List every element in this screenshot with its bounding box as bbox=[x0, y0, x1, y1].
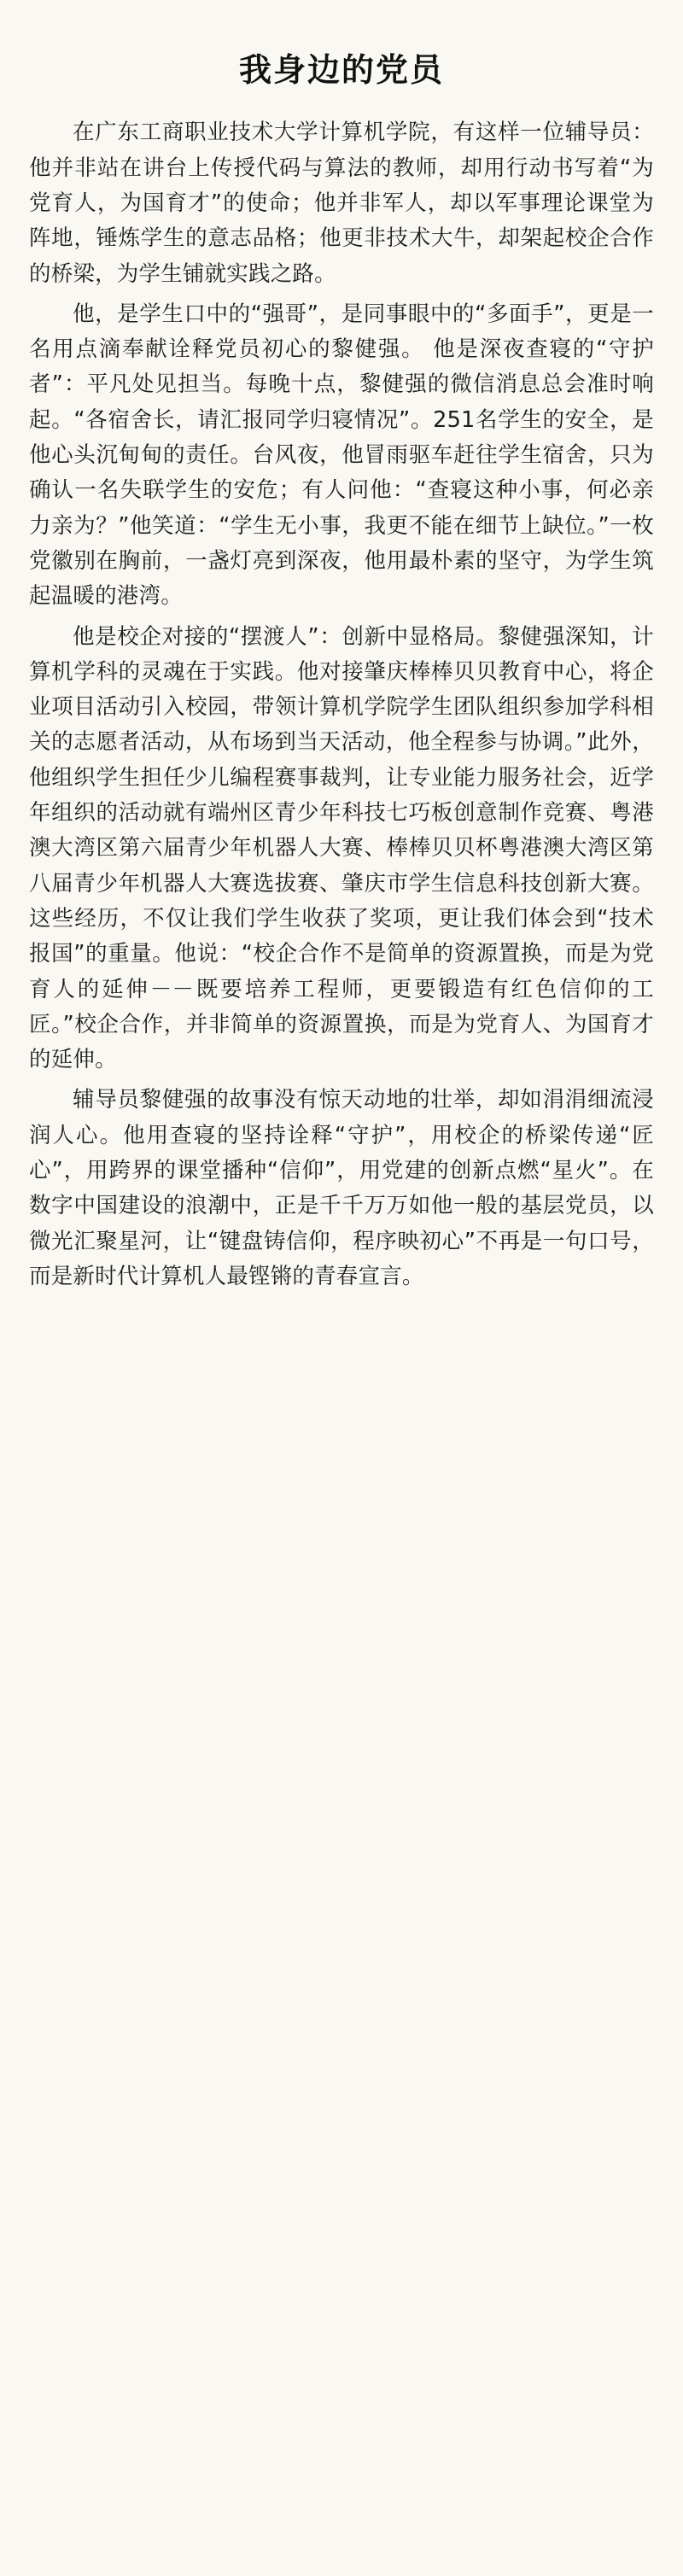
paragraph: 他，是学生口中的“强哥”，是同事眼中的“多面手”，更是一名用点滴奉献诠释党员初心的黎健强。 他是深夜查寝的“守护者”：平凡处见担当。每晚十点，黎健强的微信消息总会准时响起。“各宿舍长，请汇报同学归寝情况”。251名学生的安全，是他心头沉甸甸的责任。台风夜，他冒雨驱车赶往学生宿舍，只为确认一名失联学生的安危；有人问他：“查寝这种小事，何必亲力亲为？”他笑道：“学生无小事，我更不能在细节上缺位。”一枚党徽别在胸前，一盏灯亮到深夜，他用最朴素的坚守，为学生筑起温暖的港湾。 bbox=[29, 301, 654, 610]
document-body bbox=[29, 115, 654, 1294]
paragraph: 他是校企对接的“摆渡人”：创新中显格局。黎健强深知，计算机学科的灵魂在于实践。他对接肇庆棒棒贝贝教育中心，将企业项目活动引入校园，带领计算机学院学生团队组织参加学科相关的志愿者活动，从布场到当天活动，他全程参与协调。”此外，他组织学生担任少儿编程赛事裁判，让专业能力服务社会，近学年组织的活动就有端州区青少年科技七巧板创意制作竞赛、粤港澳大湾区第六届青少年机器人大赛、棒棒贝贝杯粤港澳大湾区第八届青少年机器人大赛选拔赛、肇庆市学生信息科技创新大赛。这些经历，不仅让我们学生收获了奖项，更让我们体会到“技术报国”的重量。他说：“校企合作不是简单的资源置换，而是为党育人的延伸－－既要培养工程师，更要锻造有红色信仰的工匠。”校企合作，并非简单的资源置换，而是为党育人、为国育才的延伸。 bbox=[29, 623, 654, 1073]
paragraph: 辅导员黎健强的故事没有惊天动地的壮举，却如涓涓细流浸润人心。他用查寝的坚持诠释“守护”，用校企的桥梁传递“匠心”，用跨界的课堂播种“信仰”，用党建的创新点燃“星火”。在数字中国建设的浪潮中，正是千千万万如他一般的基层党员，以微光汇聚星河，让“键盘铸信仰，程序映初心”不再是一句口号，而是新时代计算机人最铿锵的青春宣言。 bbox=[29, 1087, 654, 1289]
paragraph: 在广东工商职业技术大学计算机学院，有这样一位辅导员：他并非站在讲台上传授代码与算法的教师，却用行动书写着“为党育人，为国育才”的使命；他并非军人，却以军事理论课堂为阵地，锤炼学生的意志品格；他更非技术大牛，却架起校企合作的桥梁，为学生铺就实践之路。 bbox=[29, 120, 654, 287]
page-title: 我身边的党员 bbox=[238, 51, 444, 89]
